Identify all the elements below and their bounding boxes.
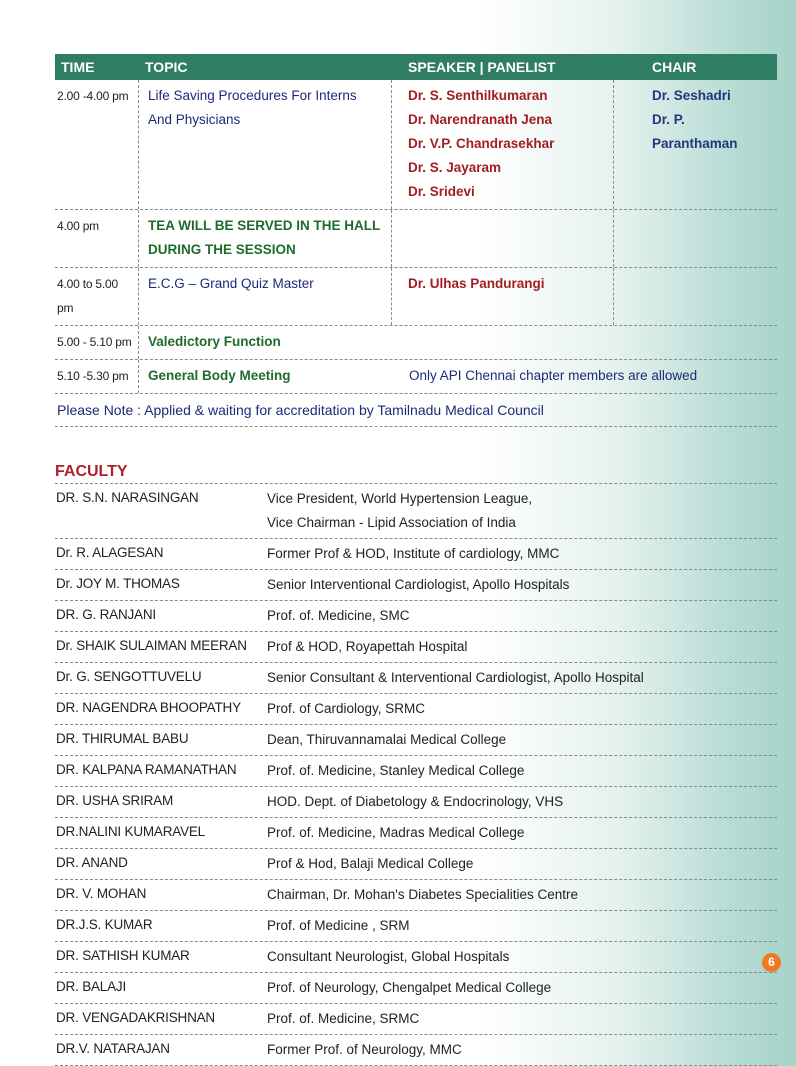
row-topic [139, 210, 392, 267]
faculty-row [55, 942, 777, 973]
faculty-row [55, 911, 777, 942]
designation-line: Vice President, World Hypertension League, [267, 491, 533, 506]
faculty-row [55, 570, 777, 601]
faculty-list [55, 484, 777, 1066]
faculty-name: DR. NAGENDRA BHOOPATHY [56, 700, 241, 715]
speaker-name: Dr. S. Senthilkumaran [408, 88, 548, 103]
row-chairs [614, 80, 777, 209]
designation-line: Vice Chairman - Lipid Association of India [267, 515, 516, 530]
topic-line: And Physicians [148, 112, 241, 127]
designation-line: Dean, Thiruvannamalai Medical College [267, 732, 507, 747]
designation-line: Prof & HOD, Royapettah Hospital [267, 639, 468, 654]
row-topic: Valedictory Function [148, 334, 281, 349]
faculty-row [55, 880, 777, 911]
faculty-row [55, 973, 777, 1004]
faculty-designation [267, 973, 777, 1003]
speaker-name: Dr. Narendranath Jena [408, 112, 553, 127]
faculty-name: DR. USHA SRIRAM [56, 793, 174, 808]
faculty-row [55, 818, 777, 849]
topic-line: TEA WILL BE SERVED IN THE HALL [148, 218, 381, 233]
topic-line: Life Saving Procedures For Interns [148, 88, 357, 103]
faculty-name: DR. THIRUMAL BABU [56, 731, 189, 746]
row-time: 5.00 - 5.10 pm [55, 326, 139, 359]
row-time: 4.00 to 5.00 pm [55, 268, 139, 325]
faculty-designation [267, 570, 777, 600]
faculty-name: Dr. G. SENGOTTUVELU [56, 669, 202, 684]
row-topic [139, 80, 392, 209]
faculty-row [55, 756, 777, 787]
faculty-designation [267, 911, 777, 941]
faculty-designation [267, 787, 777, 817]
designation-line: Prof. of Cardiology, SRMC [267, 701, 426, 716]
designation-line: Prof & Hod, Balaji Medical College [267, 856, 474, 871]
faculty-designation [267, 818, 777, 848]
faculty-name: DR.J.S. KUMAR [56, 917, 153, 932]
page-number: 6 [762, 953, 781, 972]
schedule-row [55, 210, 777, 268]
faculty-row [55, 725, 777, 756]
row-speakers: Dr. Ulhas Pandurangi [392, 268, 614, 325]
header-topic: TOPIC [145, 59, 188, 75]
row-remark: Only API Chennai chapter members are allowed [409, 368, 698, 383]
program-page [55, 54, 777, 1066]
speaker-name: Dr. V.P. Chandrasekhar [408, 136, 555, 151]
chair-name: Dr. Seshadri [652, 88, 731, 103]
designation-line: Consultant Neurologist, Global Hospitals [267, 949, 510, 964]
speaker-name: Dr. Sridevi [408, 184, 475, 199]
faculty-row [55, 694, 777, 725]
designation-line: Former Prof. of Neurology, MMC [267, 1042, 462, 1057]
faculty-name: DR. SATHISH KUMAR [56, 948, 190, 963]
faculty-row [55, 539, 777, 570]
faculty-designation [267, 484, 777, 538]
row-time: 5.10 -5.30 pm [55, 360, 139, 393]
faculty-name: DR.NALINI KUMARAVEL [56, 824, 205, 839]
schedule-header [55, 54, 777, 80]
faculty-designation [267, 601, 777, 631]
designation-line: Prof. of. Medicine, SMC [267, 608, 410, 623]
faculty-name: DR.V. NATARAJAN [56, 1041, 170, 1056]
faculty-row [55, 849, 777, 880]
header-time: TIME [61, 59, 95, 75]
designation-line: Prof. of. Medicine, SRMC [267, 1011, 420, 1026]
faculty-row [55, 1035, 777, 1066]
designation-line: Former Prof & HOD, Institute of cardiology, MMC [267, 546, 560, 561]
faculty-name: DR. VENGADAKRISHNAN [56, 1010, 215, 1025]
faculty-row [55, 787, 777, 818]
row-content [139, 360, 777, 393]
faculty-row [55, 601, 777, 632]
faculty-title: FACULTY [55, 463, 777, 484]
faculty-name: DR. KALPANA RAMANATHAN [56, 762, 237, 777]
designation-line: Chairman, Dr. Mohan's Diabetes Specialities Centre [267, 887, 578, 902]
row-time: 2.00 -4.00 pm [55, 80, 139, 209]
faculty-designation [267, 663, 777, 693]
chair-name: Dr. P. Paranthaman [652, 112, 738, 151]
row-time: 4.00 pm [55, 210, 139, 267]
faculty-designation [267, 632, 777, 662]
schedule-row [55, 268, 777, 326]
faculty-row [55, 632, 777, 663]
designation-line: Prof. of Neurology, Chengalpet Medical College [267, 980, 552, 995]
row-speakers [392, 80, 614, 209]
accreditation-note [55, 394, 777, 427]
speaker-name: Dr. S. Jayaram [408, 160, 502, 175]
faculty-designation [267, 1004, 777, 1034]
note-text: Please Note : Applied & waiting for accreditation by Tamilnadu Medical Council [57, 402, 544, 418]
faculty-name: Dr. JOY M. THOMAS [56, 576, 180, 591]
faculty-designation [267, 756, 777, 786]
faculty-designation [267, 694, 777, 724]
row-topic: General Body Meeting [148, 368, 291, 383]
schedule-row [55, 80, 777, 210]
header-speaker: SPEAKER | PANELIST [408, 59, 556, 75]
designation-line: Prof. of. Medicine, Madras Medical College [267, 825, 525, 840]
designation-line: Prof. of. Medicine, Stanley Medical College [267, 763, 525, 778]
row-chairs [614, 210, 777, 267]
designation-line: Senior Consultant & Interventional Cardiologist, Apollo Hospital [267, 670, 644, 685]
schedule-row [55, 360, 777, 394]
row-topic: E.C.G – Grand Quiz Master [139, 268, 392, 325]
faculty-designation [267, 725, 777, 755]
designation-line: Senior Interventional Cardiologist, Apollo Hospitals [267, 577, 570, 592]
designation-line: Prof. of Medicine , SRM [267, 918, 410, 933]
faculty-name: DR. BALAJI [56, 979, 127, 994]
faculty-row [55, 1004, 777, 1035]
faculty-designation [267, 1035, 777, 1065]
faculty-name: Dr. SHAIK SULAIMAN MEERAN [56, 638, 247, 653]
row-chairs [614, 268, 777, 325]
header-chair: CHAIR [652, 59, 697, 75]
faculty-designation [267, 942, 777, 972]
schedule-row [55, 326, 777, 360]
faculty-row [55, 663, 777, 694]
designation-line: HOD. Dept. of Diabetology & Endocrinology, VHS [267, 794, 564, 809]
faculty-name: DR. ANAND [56, 855, 128, 870]
faculty-name: DR. V. MOHAN [56, 886, 147, 901]
faculty-name: DR. G. RANJANI [56, 607, 156, 622]
faculty-name: DR. S.N. NARASINGAN [56, 490, 199, 505]
row-speakers [392, 210, 614, 267]
faculty-designation [267, 849, 777, 879]
faculty-row [55, 484, 777, 539]
topic-line: DURING THE SESSION [148, 242, 296, 257]
faculty-designation [267, 880, 777, 910]
faculty-name: Dr. R. ALAGESAN [56, 545, 164, 560]
faculty-designation [267, 539, 777, 569]
